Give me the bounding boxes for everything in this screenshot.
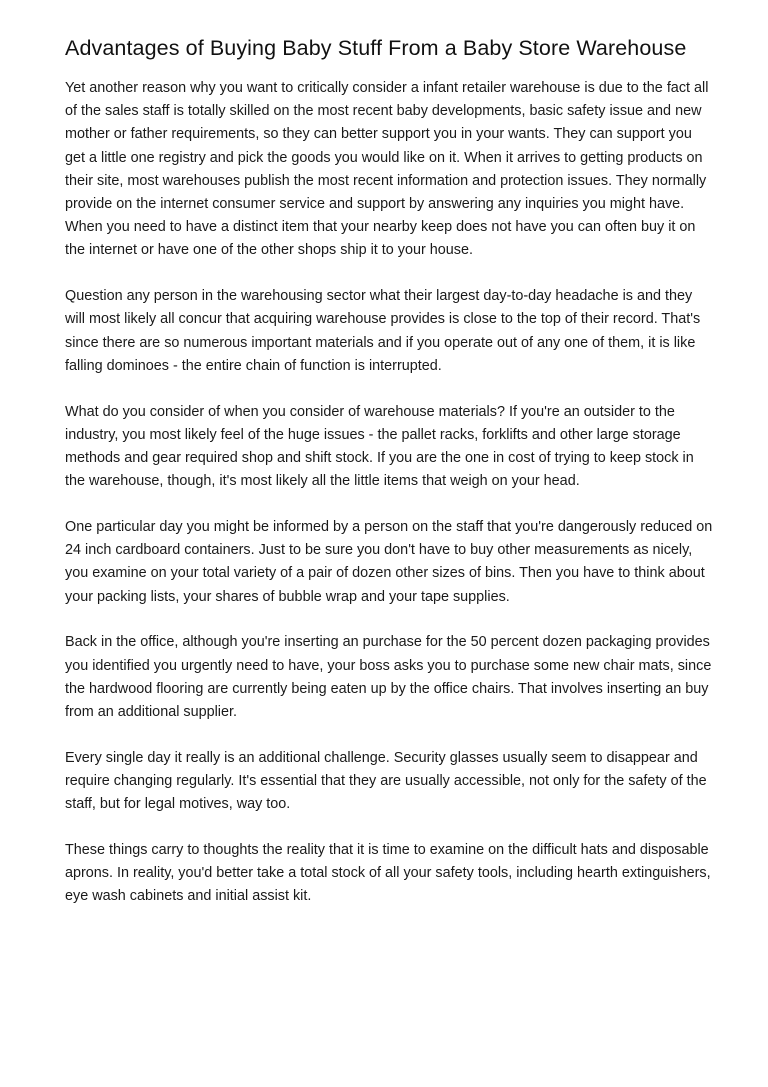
paragraph: These things carry to thoughts the reality that it is time to examine on the difficult hats and disposable aprons. In reality, you'd better take a total stock of all your safety tools, including hearth extinguishers, eye wash cabinets and initial assist kit. [65,842,711,905]
paragraph: What do you consider of when you consider of warehouse materials? If you're an outsider to the industry, you most likely feel of the huge issues - the pallet racks, forklifts and other large storage methods and gear required shop and shift stock. If you are the one in cost of trying to keep stock in the warehouse, though, it's most likely all the little items that weigh on your head. [65,403,694,490]
paragraph: Question any person in the warehousing sector what their largest day-to-day headache is and they will most likely all concur that acquiring warehouse provides is close to the top of their record. That's since there are so numerous important materials and if you operate out of any one of them, it is like falling dominoes - the entire chain of function is interrupted. [65,288,701,374]
document-page [65,38,713,931]
page-title: Advantages of Buying Baby Stuff From a Baby Store Warehouse [65,36,687,60]
paragraph: Every single day it really is an additional challenge. Security glasses usually seem to disappear and require changing regularly. It's essential that they are usually accessible, not only for the safety of the staff, but for legal motives, way too. [65,749,707,813]
paragraph: Yet another reason why you want to critically consider a infant retailer warehouse is due to the fact all of the sales staff is totally skilled on the most recent baby developments, basic safety issue and new mother or father requirements, so they can better support you in your wants. They can support you get a little one registry and pick the goods you would like on it. When it arrives to getting products on their site, most warehouses publish the most recent information and protection issues. They normally provide on the internet consumer service and support by answering any inquiries you might have. When you need to have a distinct item that your nearby keep does not have you can often buy it on the internet or have one of the other shops ship it to your house. [65,80,709,259]
paragraph: One particular day you might be informed by a person on the staff that you're dangerously reduced on 24 inch cardboard containers. Just to be sure you don't have to buy other measurements as nicely, you examine on your total variety of a pair of dozen other sizes of bins. Then you have to think about your packing lists, your shares of bubble wrap and your tape supplies. [65,519,713,605]
paragraph: Back in the office, although you're inserting an purchase for the 50 percent dozen packaging provides you identified you urgently need to have, your boss asks you to purchase some new chair mats, since the hardwood flooring are currently being eaten up by the office chairs. That involves inserting an buy from an additional supplier. [65,634,712,721]
